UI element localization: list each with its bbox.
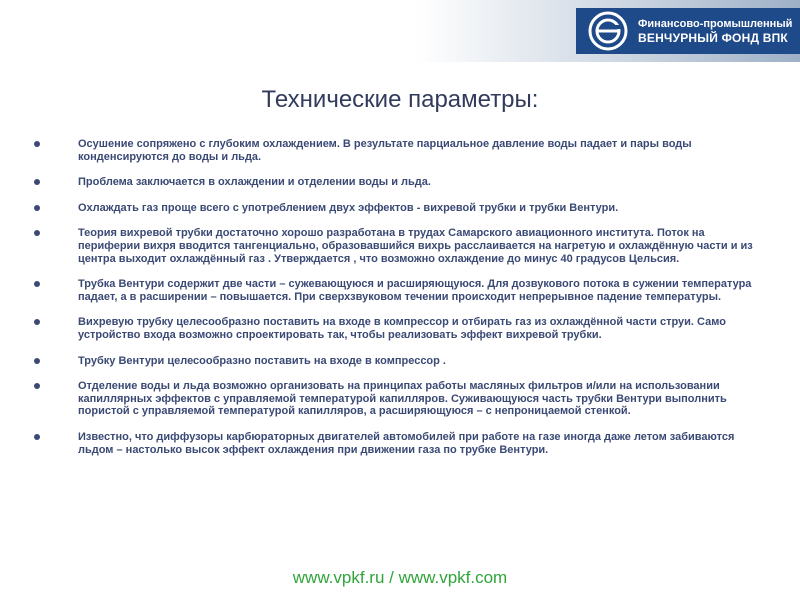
bullet-item — [34, 380, 768, 418]
bullet-item — [34, 227, 768, 265]
bullet-item — [34, 176, 768, 189]
page-title: Технические параметры: — [261, 86, 539, 113]
bullet-item — [34, 278, 768, 303]
bullet-item — [34, 316, 768, 341]
bullet-dot-icon — [34, 179, 40, 185]
bullet-item — [34, 138, 768, 163]
website-link[interactable]: www.vpkf.ru / www.vpkf.com — [292, 568, 508, 587]
bullet-list — [34, 138, 768, 469]
bullet-text: Проблема заключается в охлаждении и отделении воды и льда. — [78, 176, 431, 189]
logo-line-2: ВЕНЧУРНЫЙ ФОНД ВПК — [638, 31, 788, 45]
bullet-text: Известно, что диффузоры карбюраторных двигателей автомобилей при работе на газе иногда даже летом забиваются льдом – настолько высок эффект охлаждения при движении газа по трубке Вентури. — [78, 430, 735, 456]
bullet-item — [34, 431, 768, 456]
logo — [576, 8, 800, 54]
bullet-text: Охлаждать газ проще всего с употреблением двух эффектов - вихревой трубки и трубки Вентури. — [78, 201, 619, 214]
logo-text — [638, 17, 792, 45]
bullet-dot-icon — [34, 281, 40, 287]
bullet-dot-icon — [34, 383, 40, 389]
bullet-dot-icon — [34, 319, 40, 325]
fund-emblem-icon — [588, 11, 628, 51]
bullet-dot-icon — [34, 434, 40, 440]
logo-line-1: Финансово-промышленный — [638, 18, 793, 30]
bullet-text: Трубку Вентури целесообразно поставить на входе в компрессор . — [78, 354, 446, 367]
bullet-text: Теория вихревой трубки достаточно хорошо разработана в трудах Самарского авиационного института. Поток на периферии вихря вводится тангенциально, образовавшийся вихрь расслаивается на нагретую и охлаждённую части и из центра выходит охлаждённый газ . Утверждается , что возможно охлаждение до минус 40 градусов Цельсия. — [78, 227, 753, 265]
bullet-text: Трубка Вентури содержит две части – сужевающуюся и расширяющуюся. Для дозвукового потока в сужении температура падает, а в расширении – повышается. При сверхзвуковом течении происходит непрерывное падение температуры. — [78, 278, 752, 303]
bullet-item — [34, 355, 768, 368]
bullet-text: Отделение воды и льда возможно организовать на принципах работы масляных фильтров и/или на использовании капиллярных эффектов с управляемой температурой капилляров. Суживающуюся часть трубки Вентури выполнить пористой с управляемой температурой капилляров, а расширяющуюся – с непроницаемой стенкой. — [78, 380, 727, 418]
bullet-dot-icon — [34, 358, 40, 364]
bullet-dot-icon — [34, 230, 40, 236]
bullet-dot-icon — [34, 205, 40, 211]
bullet-item — [34, 202, 768, 215]
bullet-dot-icon — [34, 141, 40, 147]
bullet-text: Осушение сопряжено с глубоким охлаждением. В результате парциальное давление воды падает и пары воды конденсируются до воды и льда. — [78, 138, 692, 163]
bullet-text: Вихревую трубку целесообразно поставить на входе в компрессор и отбирать газ из охлаждённой части струи. Само устройство входа возможно спроектировать так, чтобы реализовать эффект вихревой трубки. — [78, 316, 726, 341]
